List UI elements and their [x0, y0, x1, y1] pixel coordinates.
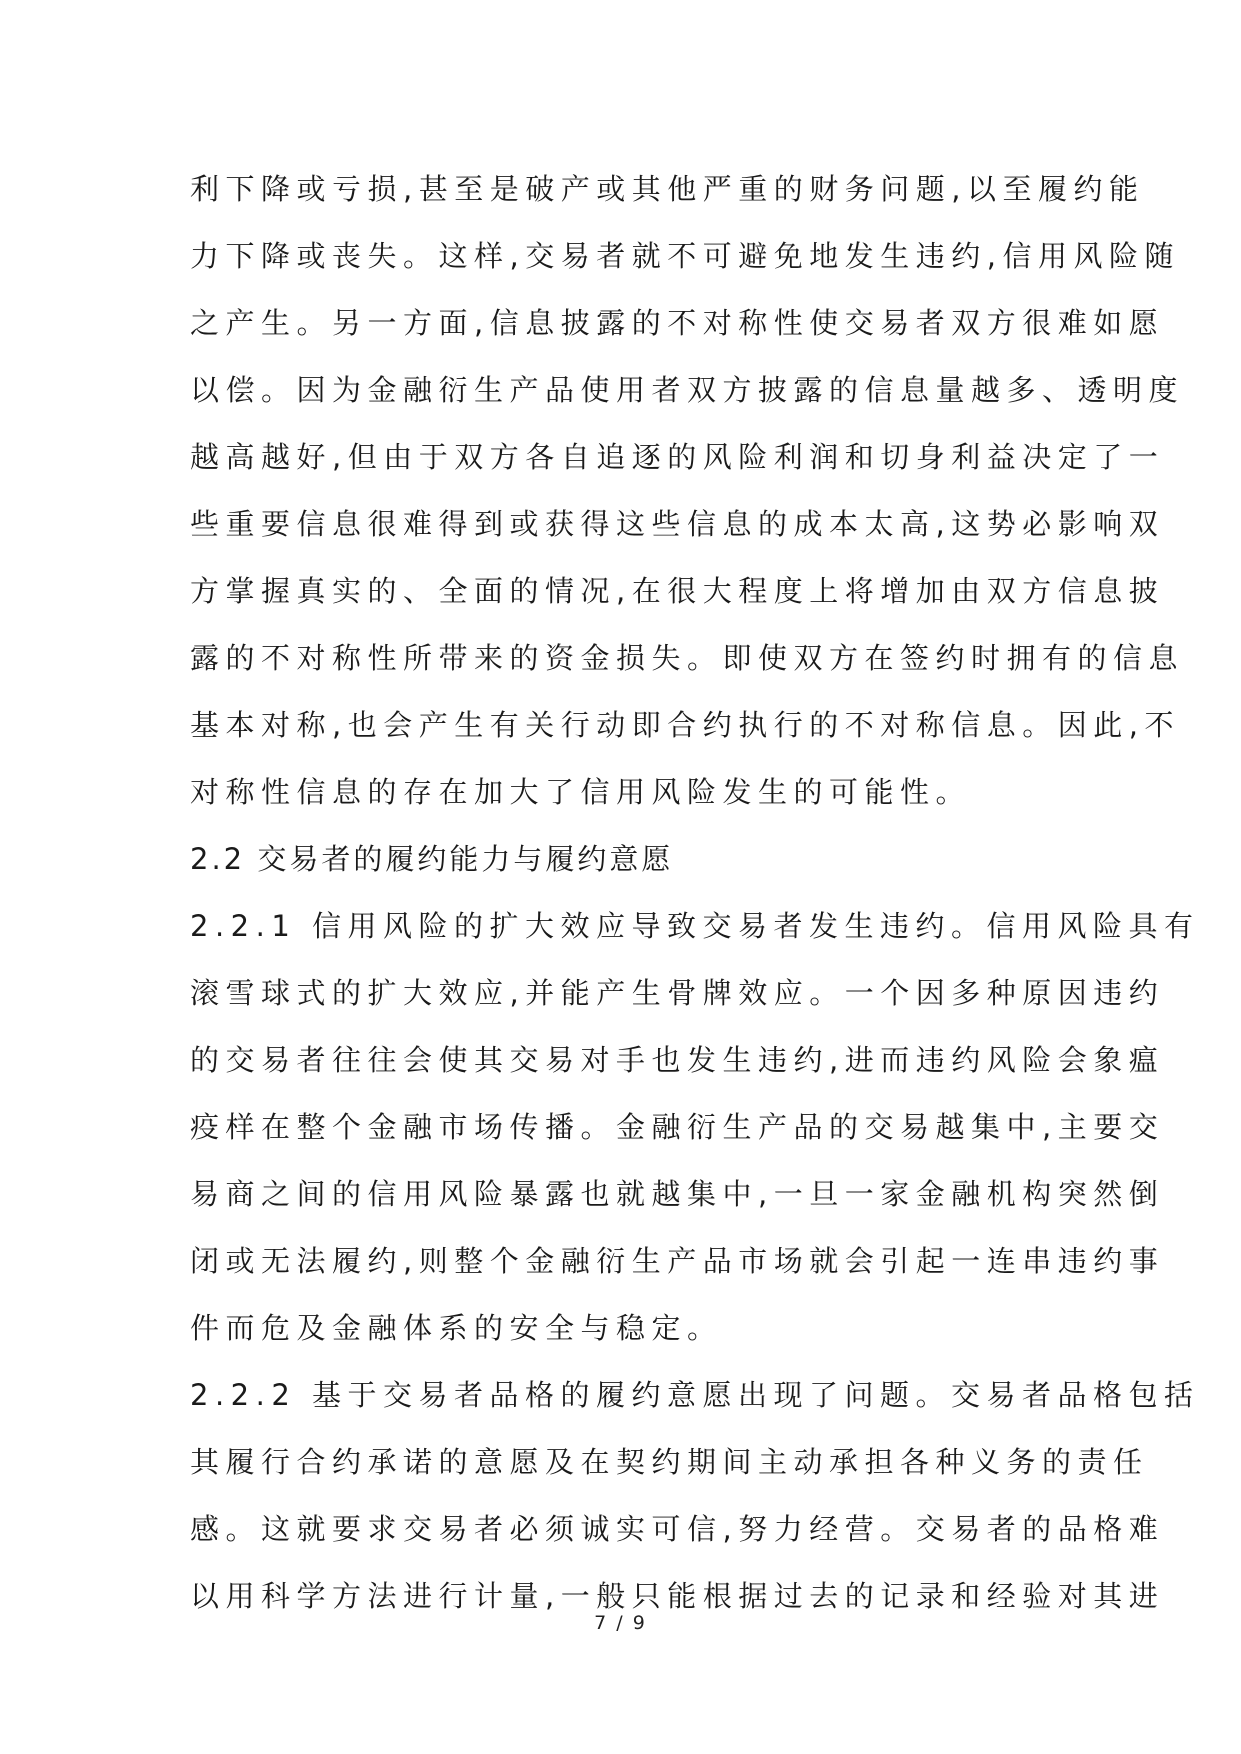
text-line: 滚雪球式的扩大效应,并能产生骨牌效应。一个因多种原因违约: [190, 976, 1165, 1010]
page-number: 7 / 9: [594, 1612, 647, 1634]
subsection-line: 2.2.2 基于交易者品格的履约意愿出现了问题。交易者品格包括: [190, 1378, 1200, 1412]
text-line: 越高越好,但由于双方各自追逐的风险利润和切身利益决定了一: [190, 440, 1165, 474]
text-line: 力下降或丧失。这样,交易者就不可避免地发生违约,信用风险随: [190, 239, 1180, 273]
text-line: 之产生。另一方面,信息披露的不对称性使交易者双方很难如愿: [190, 306, 1165, 340]
text-line: 些重要信息很难得到或获得这些信息的成本太高,这势必影响双: [190, 507, 1165, 541]
text-line: 对称性信息的存在加大了信用风险发生的可能性。: [190, 775, 972, 809]
text-line: 方掌握真实的、全面的情况,在很大程度上将增加由双方信息披: [190, 574, 1165, 608]
text-line: 件而危及金融体系的安全与稳定。: [190, 1311, 723, 1345]
text-line: 露的不对称性所带来的资金损失。即使双方在签约时拥有的信息: [190, 641, 1185, 675]
section-heading: 2.2 交易者的履约能力与履约意愿: [190, 842, 674, 876]
text-line: 基本对称,也会产生有关行动即合约执行的不对称信息。因此,不: [190, 708, 1180, 742]
text-line: 利下降或亏损,甚至是破产或其他严重的财务问题,以至履约能: [190, 172, 1145, 206]
subsection-line: 2.2.1 信用风险的扩大效应导致交易者发生违约。信用风险具有: [190, 909, 1200, 943]
text-line: 以偿。因为金融衍生产品使用者双方披露的信息量越多、透明度: [190, 373, 1185, 407]
text-line: 闭或无法履约,则整个金融衍生产品市场就会引起一连串违约事: [190, 1244, 1165, 1278]
text-line: 易商之间的信用风险暴露也就越集中,一旦一家金融机构突然倒: [190, 1177, 1165, 1211]
text-line: 其履行合约承诺的意愿及在契约期间主动承担各种义务的责任: [190, 1445, 1149, 1479]
text-line: 的交易者往往会使其交易对手也发生违约,进而违约风险会象瘟: [190, 1043, 1165, 1077]
text-line: 疫样在整个金融市场传播。金融衍生产品的交易越集中,主要交: [190, 1110, 1165, 1144]
body-text: [190, 156, 1200, 1630]
text-line: 感。这就要求交易者必须诚实可信,努力经营。交易者的品格难: [190, 1512, 1165, 1546]
text-line: 以用科学方法进行计量,一般只能根据过去的记录和经验对其进: [190, 1579, 1165, 1613]
